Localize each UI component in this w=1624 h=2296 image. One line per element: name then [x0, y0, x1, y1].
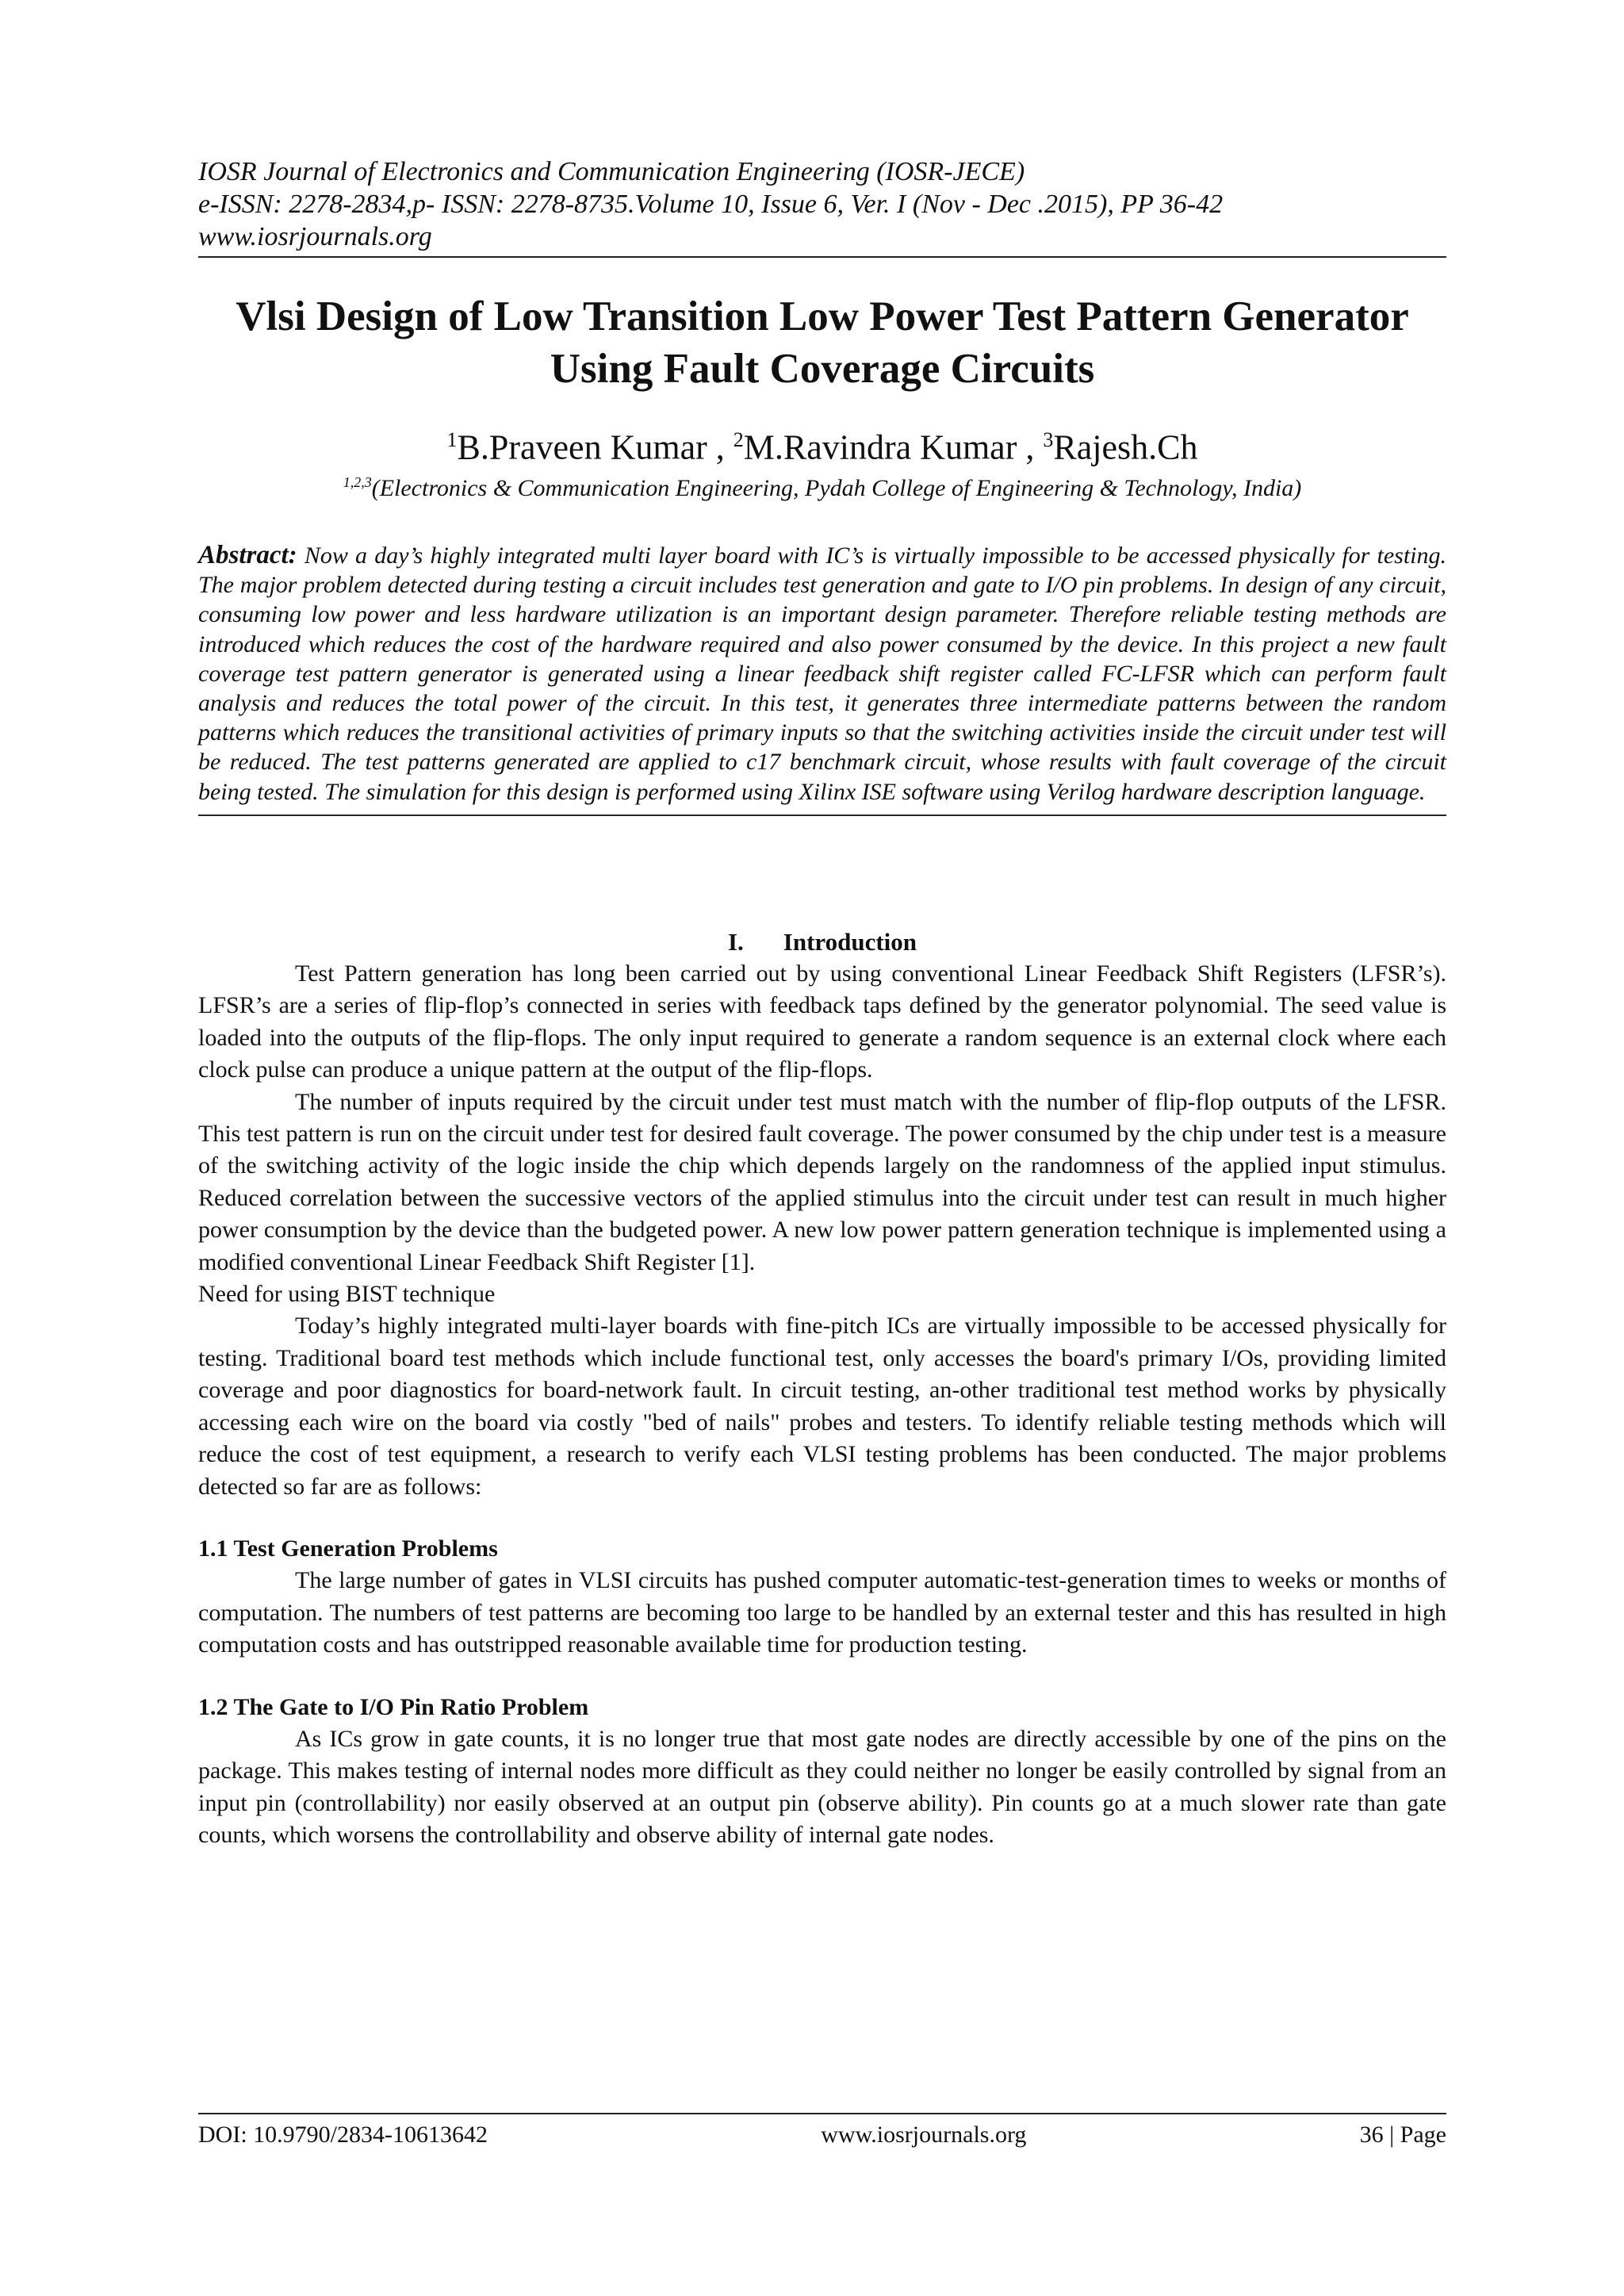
footer-website: www.iosrjournals.org — [821, 2122, 1027, 2148]
footer-doi: DOI: 10.9790/2834-10613642 — [198, 2122, 488, 2148]
subsection-heading-1-2: 1.2 The Gate to I/O Pin Ratio Problem — [198, 1693, 589, 1720]
title-line-2: Using Fault Coverage Circuits — [550, 346, 1095, 392]
author-2-name: M.Ravindra Kumar , — [743, 427, 1044, 467]
author-1-name: B.Praveen Kumar , — [457, 427, 733, 467]
affiliation — [198, 468, 1446, 503]
journal-name: IOSR Journal of Electronics and Communication Engineering (IOSR-JECE) — [198, 157, 1025, 186]
subsection-1-1-text: The large number of gates in VLSI circuits has pushed computer automatic-test-generation times to weeks or months of computation. The numbers of test patterns are becoming too large to be handled by an external tester and this has resulted in high computation costs and has outstripped reasonable available time for production testing. — [198, 1567, 1446, 1658]
abstract-label: Abstract: — [198, 541, 297, 569]
issn-line: e-ISSN: 2278-2834,p- ISSN: 2278-8735.Volume 10, Issue 6, Ver. I (Nov - Dec .2015), PP 36-42 — [198, 190, 1224, 219]
author-3-name: Rajesh.Ch — [1053, 427, 1198, 467]
intro-paragraph-2: The number of inputs required by the circuit under test must match with the number of flip-flop outputs of the LFSR. This test pattern is run on the circuit under test for desired fault coverage. The power consumed by the chip under test is a measure of the switching activity of the logic inside the chip which depends largely on the randomness of the applied input stimulus. Reduced correlation between the successive vectors of the applied stimulus into the circuit under test can result in much higher power consumption by the device than the budgeted power. A new low power pattern generation technique is implemented using a modified conventional Linear Feedback Shift Register [1]. — [198, 1088, 1446, 1275]
section-title: Introduction — [783, 928, 917, 956]
paper-body — [198, 926, 1446, 1852]
intro-paragraph-1: Test Pattern generation has long been carried out by using conventional Linear Feedback Shift Registers (LFSR’s). LFSR’s are a series of flip-flop’s connected in series with feedback taps defined by the generator polynomial. The seed value is loaded into the outputs of the flip-flops. The only input required to generate a random sequence is an external clock where each clock pulse can produce a unique pattern at the output of the flip-flops. — [198, 960, 1446, 1083]
title-line-1: Vlsi Design of Low Transition Low Power Test Pattern Generator — [236, 293, 1409, 339]
author-2-sup: 2 — [733, 428, 744, 451]
author-list — [198, 419, 1446, 470]
intro-paragraph-3: Today’s highly integrated multi-layer boards with fine-pitch ICs are virtually impossible to be accessed physically for testing. Traditional board test methods which include functional test, only accesses the board's primary I/Os, providing limited coverage and poor diagnostics for board-network fault. In circuit testing, an-other traditional test method works by physically accessing each wire on the board via costly "bed of nails" probes and testers. To identify reliable testing methods which will reduce the cost of test equipment, a research to verify each VLSI testing problems has been conducted. The major problems detected so far are as follows: — [198, 1313, 1446, 1500]
subsection-1-2-text: As ICs grow in gate counts, it is no longer true that most gate nodes are directly accessible by one of the pins on the package. This makes testing of internal nodes more difficult as they could neither no longer be easily controlled by signal from an input pin (controllability) nor easily observed at an output pin (observe ability). Pin counts go at a much slower rate than gate counts, which worsens the controllability and observe ability of internal gate nodes. — [198, 1725, 1446, 1849]
author-1-sup: 1 — [446, 428, 458, 451]
paper-title — [198, 290, 1446, 395]
page-footer — [198, 2113, 1446, 2149]
affiliation-text: (Electronics & Communication Engineering, Pydah College of Engineering & Technology, India) — [371, 475, 1302, 501]
abstract-text: Now a day’s highly integrated multi layer board with IC’s is virtually impossible to be accessed physically for testing. The major problem detected during testing a circuit includes test generation and gate to I/O pin problems. In design of any circuit, consuming low power and less hardware utilization is an important design parameter. Therefore reliable testing methods are introduced which reduces the cost of the hardware required and also power consumed by the device. In this project a new fault coverage test pattern generator is generated using a linear feedback shift register called FC-LFSR which can perform fault analysis and reduces the total power of the circuit. In this test, it generates three intermediate patterns between the random patterns which reduces the transitional activities of primary inputs so that the switching activities inside the circuit under test will be reduced. The test patterns generated are applied to c17 benchmark circuit, whose results with fault coverage of the circuit being tested. The simulation for this design is performed using Xilinx ISE software using Verilog hardware description language. — [198, 542, 1446, 805]
journal-masthead — [198, 155, 1446, 258]
section-number: I. — [727, 928, 744, 956]
subsection-heading-1-1: 1.1 Test Generation Problems — [198, 1535, 498, 1562]
section-heading-introduction — [198, 926, 1446, 958]
bist-subheading: Need for using BIST technique — [198, 1281, 496, 1308]
affiliation-sup: 1,2,3 — [343, 474, 372, 490]
journal-website: www.iosrjournals.org — [198, 222, 432, 251]
abstract — [198, 541, 1446, 816]
footer-page-number: 36 | Page — [1359, 2122, 1446, 2148]
author-3-sup: 3 — [1043, 428, 1054, 451]
